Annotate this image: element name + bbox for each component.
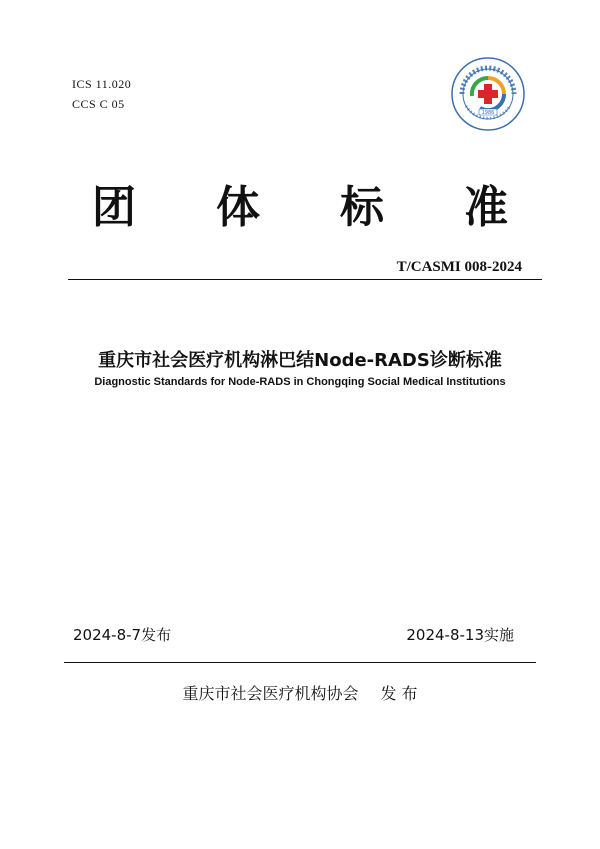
heading-char-2: 体 [216, 182, 260, 233]
english-title: Diagnostic Standards for Node-RADS in Chongqing Social Medical Institutions [94, 376, 506, 388]
svg-text:1986: 1986 [481, 110, 495, 116]
standard-number: T/CASMI 008-2024 [396, 259, 522, 275]
association-seal-icon [450, 56, 526, 132]
ics-code: ICS 11.020 [72, 77, 132, 91]
classification-codes [72, 74, 131, 114]
bottom-divider [64, 662, 536, 663]
heading-char-3: 标 [340, 182, 384, 233]
publisher-line [0, 681, 600, 704]
heading-char-4: 准 [464, 182, 508, 233]
publish-label: 发 布 [380, 684, 418, 703]
publisher-name: 重庆市社会医疗机构协会 [182, 684, 359, 703]
chinese-title: 重庆市社会医疗机构淋巴结Node-RADS诊断标准 [98, 350, 502, 371]
issue-date: 2024-8-7发布 [73, 626, 172, 644]
heading-char-1: 团 [92, 182, 136, 233]
implementation-date: 2024-8-13实施 [406, 626, 514, 644]
top-divider [68, 279, 542, 280]
ccs-code: CCS C 05 [72, 97, 125, 111]
